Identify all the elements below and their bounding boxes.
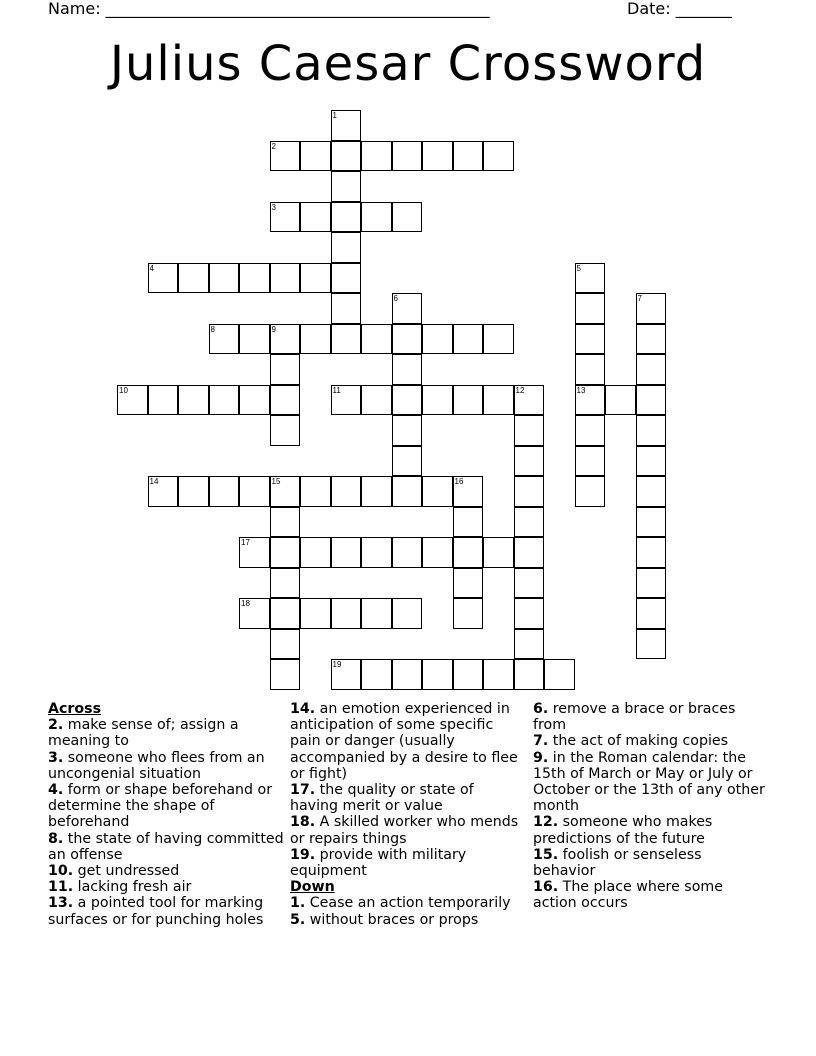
grid-cell[interactable] xyxy=(209,263,240,294)
clue-item xyxy=(290,782,526,814)
grid-cell[interactable] xyxy=(636,354,667,385)
clues-column-3 xyxy=(533,701,765,912)
clue-number: 13 xyxy=(576,385,586,395)
grid-cell[interactable] xyxy=(483,324,514,355)
clue-number-label: 9. xyxy=(533,749,549,766)
grid-cell[interactable] xyxy=(392,537,423,568)
grid-cell[interactable] xyxy=(605,385,636,416)
grid-cell[interactable] xyxy=(331,263,362,294)
clue-number-label: 15. xyxy=(533,846,559,863)
clue-item xyxy=(533,879,765,911)
clue-item xyxy=(533,750,765,815)
grid-cell[interactable] xyxy=(422,659,453,690)
grid-cell[interactable] xyxy=(270,354,301,385)
grid-cell[interactable] xyxy=(422,537,453,568)
grid-cell[interactable] xyxy=(270,598,301,629)
clue-item xyxy=(290,814,526,846)
grid-cell[interactable] xyxy=(575,476,606,507)
grid-cell[interactable] xyxy=(514,568,545,599)
grid-cell[interactable] xyxy=(331,385,362,416)
grid-cell[interactable] xyxy=(392,354,423,385)
grid-cell[interactable] xyxy=(575,263,606,294)
grid-cell[interactable] xyxy=(392,385,423,416)
clue-text: the act of making copies xyxy=(548,733,729,750)
clue-text: foolish or senseless behavior xyxy=(533,846,702,880)
grid-cell[interactable] xyxy=(239,324,270,355)
grid-cell[interactable] xyxy=(361,537,392,568)
clue-text: the state of having committed an offense xyxy=(48,830,284,863)
grid-cell[interactable] xyxy=(514,507,545,538)
grid-cell[interactable] xyxy=(636,446,667,477)
grid-cell[interactable] xyxy=(148,385,179,416)
grid-cell[interactable] xyxy=(239,476,270,507)
grid-cell[interactable] xyxy=(361,324,392,355)
grid-cell[interactable] xyxy=(361,202,392,233)
grid-cell[interactable] xyxy=(331,659,362,690)
clue-number-label: 17. xyxy=(290,782,316,799)
clue-number: 11 xyxy=(332,385,341,395)
grid-cell[interactable] xyxy=(361,659,392,690)
clue-text: an emotion experienced in anticipation of some specific pain or danger (usually accompanied by a desire to flee or fight) xyxy=(290,701,518,782)
clue-number-label: 12. xyxy=(533,814,559,831)
grid-cell[interactable] xyxy=(636,537,667,568)
grid-cell[interactable] xyxy=(239,598,270,629)
grid-cell[interactable] xyxy=(453,507,484,538)
clue-item xyxy=(48,895,284,927)
grid-cell[interactable] xyxy=(575,385,606,416)
grid-cell[interactable] xyxy=(270,537,301,568)
clue-text: without braces or props xyxy=(305,911,479,928)
clue-item xyxy=(290,895,526,911)
grid-cell[interactable] xyxy=(422,385,453,416)
grid-cell[interactable] xyxy=(331,171,362,202)
clue-number-label: 4. xyxy=(48,782,64,799)
grid-cell[interactable] xyxy=(331,141,362,172)
clue-number: 1 xyxy=(332,111,337,120)
clue-number-label: 6. xyxy=(533,701,549,717)
clue-number: 9 xyxy=(271,324,276,334)
clue-number: 15 xyxy=(271,477,281,486)
clue-number: 16 xyxy=(454,477,464,486)
clue-text: a pointed tool for marking surfaces or for punching holes xyxy=(48,895,264,928)
grid-cell[interactable] xyxy=(209,476,240,507)
clue-number-label: 7. xyxy=(533,733,549,750)
grid-cell[interactable] xyxy=(270,568,301,599)
grid-cell[interactable] xyxy=(331,598,362,629)
grid-cell[interactable] xyxy=(575,415,606,446)
grid-cell[interactable] xyxy=(514,385,545,416)
grid-cell[interactable] xyxy=(514,629,545,660)
clue-item xyxy=(48,831,284,863)
clue-text: in the Roman calendar: the 15th of March or May or July or October or the 13th of any other month xyxy=(533,749,765,815)
clue-text: lacking fresh air xyxy=(73,879,192,896)
grid-cell[interactable] xyxy=(453,537,484,568)
grid-cell[interactable] xyxy=(483,659,514,690)
clue-item xyxy=(533,701,765,733)
grid-cell[interactable] xyxy=(636,324,667,355)
grid-cell[interactable] xyxy=(270,385,301,416)
grid-cell[interactable] xyxy=(331,202,362,233)
grid-cell[interactable] xyxy=(422,476,453,507)
grid-cell[interactable] xyxy=(300,324,331,355)
grid-cell[interactable] xyxy=(270,141,301,172)
grid-cell[interactable] xyxy=(453,385,484,416)
clue-item xyxy=(48,879,284,895)
grid-cell[interactable] xyxy=(331,476,362,507)
date-field-label: Date: _______ xyxy=(627,0,732,18)
grid-cell[interactable] xyxy=(392,202,423,233)
grid-cell[interactable] xyxy=(148,476,179,507)
grid-cell[interactable] xyxy=(422,324,453,355)
clue-number: 18 xyxy=(241,599,250,608)
clue-number-label: 8. xyxy=(48,830,64,847)
grid-cell[interactable] xyxy=(300,476,331,507)
clue-text: someone who makes predictions of the future xyxy=(533,814,713,847)
grid-cell[interactable] xyxy=(178,385,209,416)
clue-number: 17 xyxy=(241,538,250,547)
grid-cell[interactable] xyxy=(331,537,362,568)
grid-cell[interactable] xyxy=(300,598,331,629)
clue-item xyxy=(48,782,284,831)
clue-text: The place where some action occurs xyxy=(533,879,723,912)
grid-cell[interactable] xyxy=(636,476,667,507)
grid-cell[interactable] xyxy=(209,385,240,416)
clue-text: A skilled worker who mends or repairs things xyxy=(290,814,519,847)
grid-cell[interactable] xyxy=(270,415,301,446)
clues-column-2 xyxy=(290,701,526,928)
grid-cell[interactable] xyxy=(636,598,667,629)
grid-cell[interactable] xyxy=(575,293,606,324)
clue-text: form or shape beforehand or determine the shape of beforehand xyxy=(48,782,273,831)
grid-cell[interactable] xyxy=(453,141,484,172)
grid-cell[interactable] xyxy=(331,293,362,324)
clue-text: the quality or state of having merit or value xyxy=(290,782,474,815)
grid-cell[interactable] xyxy=(514,537,545,568)
grid-cell[interactable] xyxy=(392,446,423,477)
clue-number-label: 13. xyxy=(48,895,74,912)
grid-cell[interactable] xyxy=(392,324,423,355)
grid-cell[interactable] xyxy=(636,293,667,324)
grid-cell[interactable] xyxy=(239,385,270,416)
grid-cell[interactable] xyxy=(392,476,423,507)
grid-cell[interactable] xyxy=(361,476,392,507)
grid-cell[interactable] xyxy=(270,659,301,690)
grid-cell[interactable] xyxy=(270,476,301,507)
clue-number-label: 18. xyxy=(290,814,316,831)
grid-cell[interactable] xyxy=(270,202,301,233)
grid-cell[interactable] xyxy=(270,324,301,355)
grid-cell[interactable] xyxy=(575,354,606,385)
across-heading: Across xyxy=(48,701,102,717)
clue-item xyxy=(533,814,765,846)
clue-number-label: 11. xyxy=(48,879,74,896)
grid-cell[interactable] xyxy=(300,202,331,233)
grid-cell[interactable] xyxy=(453,568,484,599)
clue-number: 4 xyxy=(149,263,154,273)
grid-cell[interactable] xyxy=(544,659,575,690)
clue-text: Cease an action temporarily xyxy=(305,895,511,912)
grid-cell[interactable] xyxy=(514,476,545,507)
grid-cell[interactable] xyxy=(361,141,392,172)
grid-cell[interactable] xyxy=(239,263,270,294)
grid-cell[interactable] xyxy=(453,324,484,355)
clue-number: 5 xyxy=(576,263,581,273)
grid-cell[interactable] xyxy=(636,568,667,599)
clue-text: get undressed xyxy=(73,863,180,880)
grid-cell[interactable] xyxy=(514,598,545,629)
grid-cell[interactable] xyxy=(239,537,270,568)
grid-cell[interactable] xyxy=(331,110,362,141)
grid-cell[interactable] xyxy=(300,141,331,172)
clue-item xyxy=(290,701,526,782)
grid-cell[interactable] xyxy=(575,324,606,355)
grid-cell[interactable] xyxy=(453,598,484,629)
grid-cell[interactable] xyxy=(636,507,667,538)
clue-text: provide with military equipment xyxy=(290,846,467,880)
clue-text: someone who flees from an uncongenial situation xyxy=(48,749,265,782)
grid-cell[interactable] xyxy=(422,141,453,172)
grid-cell[interactable] xyxy=(331,324,362,355)
grid-cell[interactable] xyxy=(392,415,423,446)
clue-number-label: 5. xyxy=(290,911,306,928)
clue-number-label: 16. xyxy=(533,879,559,896)
clue-number-label: 14. xyxy=(290,701,316,717)
grid-cell[interactable] xyxy=(270,507,301,538)
grid-cell[interactable] xyxy=(178,476,209,507)
clue-item xyxy=(48,750,284,782)
clue-number: 12 xyxy=(515,385,525,395)
clue-number-label: 3. xyxy=(48,749,64,766)
down-heading: Down xyxy=(290,879,335,896)
clues-column-1 xyxy=(48,701,284,928)
grid-cell[interactable] xyxy=(270,263,301,294)
clue-text: remove a brace or braces from xyxy=(533,701,736,734)
grid-cell[interactable] xyxy=(361,385,392,416)
clue-item xyxy=(533,733,765,749)
grid-cell[interactable] xyxy=(483,141,514,172)
grid-cell[interactable] xyxy=(300,537,331,568)
grid-cell[interactable] xyxy=(453,659,484,690)
clue-item xyxy=(290,847,526,879)
grid-cell[interactable] xyxy=(178,263,209,294)
grid-cell[interactable] xyxy=(636,629,667,660)
clue-number: 19 xyxy=(332,660,342,669)
grid-cell[interactable] xyxy=(300,263,331,294)
grid-cell[interactable] xyxy=(514,659,545,690)
grid-cell[interactable] xyxy=(392,293,423,324)
clue-text: make sense of; assign a meaning to xyxy=(48,717,239,750)
clue-number-label: 19. xyxy=(290,846,316,863)
grid-cell[interactable] xyxy=(331,232,362,263)
grid-cell[interactable] xyxy=(270,629,301,660)
clue-item xyxy=(48,717,284,749)
clue-number: 14 xyxy=(149,477,159,486)
name-field-label: Name: ________________________________________________ xyxy=(48,0,490,18)
grid-cell[interactable] xyxy=(636,415,667,446)
clue-number: 7 xyxy=(637,294,642,303)
clue-number-label: 10. xyxy=(48,863,74,880)
page-title: Julius Caesar Crossword xyxy=(109,36,707,92)
grid-cell[interactable] xyxy=(117,385,148,416)
grid-cell[interactable] xyxy=(392,659,423,690)
grid-cell[interactable] xyxy=(453,476,484,507)
grid-cell[interactable] xyxy=(209,324,240,355)
grid-cell[interactable] xyxy=(514,446,545,477)
grid-cell[interactable] xyxy=(361,598,392,629)
grid-cell[interactable] xyxy=(148,263,179,294)
grid-cell[interactable] xyxy=(483,385,514,416)
grid-cell[interactable] xyxy=(392,141,423,172)
clue-item xyxy=(290,912,526,928)
clue-number: 6 xyxy=(393,294,398,303)
clue-number: 10 xyxy=(119,385,128,395)
clue-number: 8 xyxy=(210,324,215,334)
clue-number: 2 xyxy=(271,141,276,151)
clue-item xyxy=(48,863,284,879)
grid-cell[interactable] xyxy=(392,598,423,629)
clue-number-label: 1. xyxy=(290,895,306,912)
grid-cell[interactable] xyxy=(483,537,514,568)
clue-number: 3 xyxy=(271,202,276,212)
grid-cell[interactable] xyxy=(514,415,545,446)
clue-item xyxy=(533,847,765,879)
grid-cell[interactable] xyxy=(575,446,606,477)
grid-cell[interactable] xyxy=(636,385,667,416)
clue-number-label: 2. xyxy=(48,717,64,734)
